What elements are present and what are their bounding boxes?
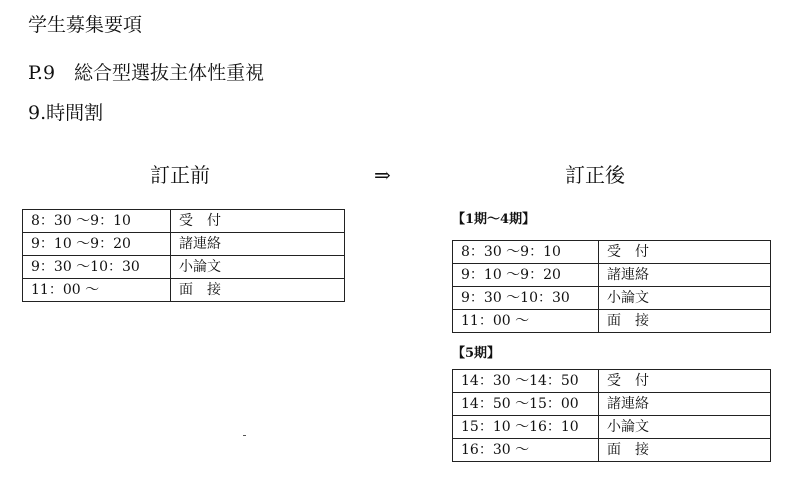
time-cell: 15：10 〜16：10 xyxy=(453,416,599,439)
time-cell: 14：30 〜14：50 xyxy=(453,370,599,393)
stray-mark xyxy=(243,435,246,436)
after-timetable-1-4 xyxy=(452,240,771,333)
table-row xyxy=(23,210,345,233)
table-row xyxy=(453,241,771,264)
item-cell: 受 付 xyxy=(599,370,771,393)
before-timetable xyxy=(22,209,345,302)
item-cell: 受 付 xyxy=(171,210,345,233)
item-cell: 諸連絡 xyxy=(599,393,771,416)
time-cell: 14：50 〜15：00 xyxy=(453,393,599,416)
table-row xyxy=(453,393,771,416)
after-heading: 訂正後 xyxy=(565,163,625,187)
group-label-1-4: 【1期〜4期】 xyxy=(452,212,536,227)
time-cell: 8：30 〜9：10 xyxy=(453,241,599,264)
time-cell: 9：30 〜10：30 xyxy=(23,256,171,279)
page-reference: P.9 総合型選抜主体性重視 xyxy=(28,62,265,84)
section-title: 9.時間割 xyxy=(28,102,104,124)
before-heading: 訂正前 xyxy=(150,163,210,187)
table-row xyxy=(453,310,771,333)
time-cell: 9：30 〜10：30 xyxy=(453,287,599,310)
table-row xyxy=(23,233,345,256)
table-row xyxy=(453,439,771,462)
table-row xyxy=(23,279,345,302)
time-cell: 11：00 〜 xyxy=(23,279,171,302)
item-cell: 小論文 xyxy=(599,287,771,310)
document-title: 学生募集要項 xyxy=(28,14,143,36)
item-cell: 受 付 xyxy=(599,241,771,264)
time-cell: 9：10 〜9：20 xyxy=(23,233,171,256)
item-cell: 面 接 xyxy=(171,279,345,302)
table-row xyxy=(23,256,345,279)
time-cell: 8：30 〜9：10 xyxy=(23,210,171,233)
table-row xyxy=(453,264,771,287)
time-cell: 11：00 〜 xyxy=(453,310,599,333)
time-cell: 9：10 〜9：20 xyxy=(453,264,599,287)
item-cell: 面 接 xyxy=(599,310,771,333)
item-cell: 小論文 xyxy=(171,256,345,279)
item-cell: 小論文 xyxy=(599,416,771,439)
item-cell: 諸連絡 xyxy=(171,233,345,256)
group-label-5: 【5期】 xyxy=(452,346,501,361)
arrow-icon: ⇒ xyxy=(374,163,391,187)
table-row xyxy=(453,370,771,393)
item-cell: 諸連絡 xyxy=(599,264,771,287)
time-cell: 16：30 〜 xyxy=(453,439,599,462)
after-timetable-5 xyxy=(452,369,771,462)
table-row xyxy=(453,416,771,439)
item-cell: 面 接 xyxy=(599,439,771,462)
table-row xyxy=(453,287,771,310)
